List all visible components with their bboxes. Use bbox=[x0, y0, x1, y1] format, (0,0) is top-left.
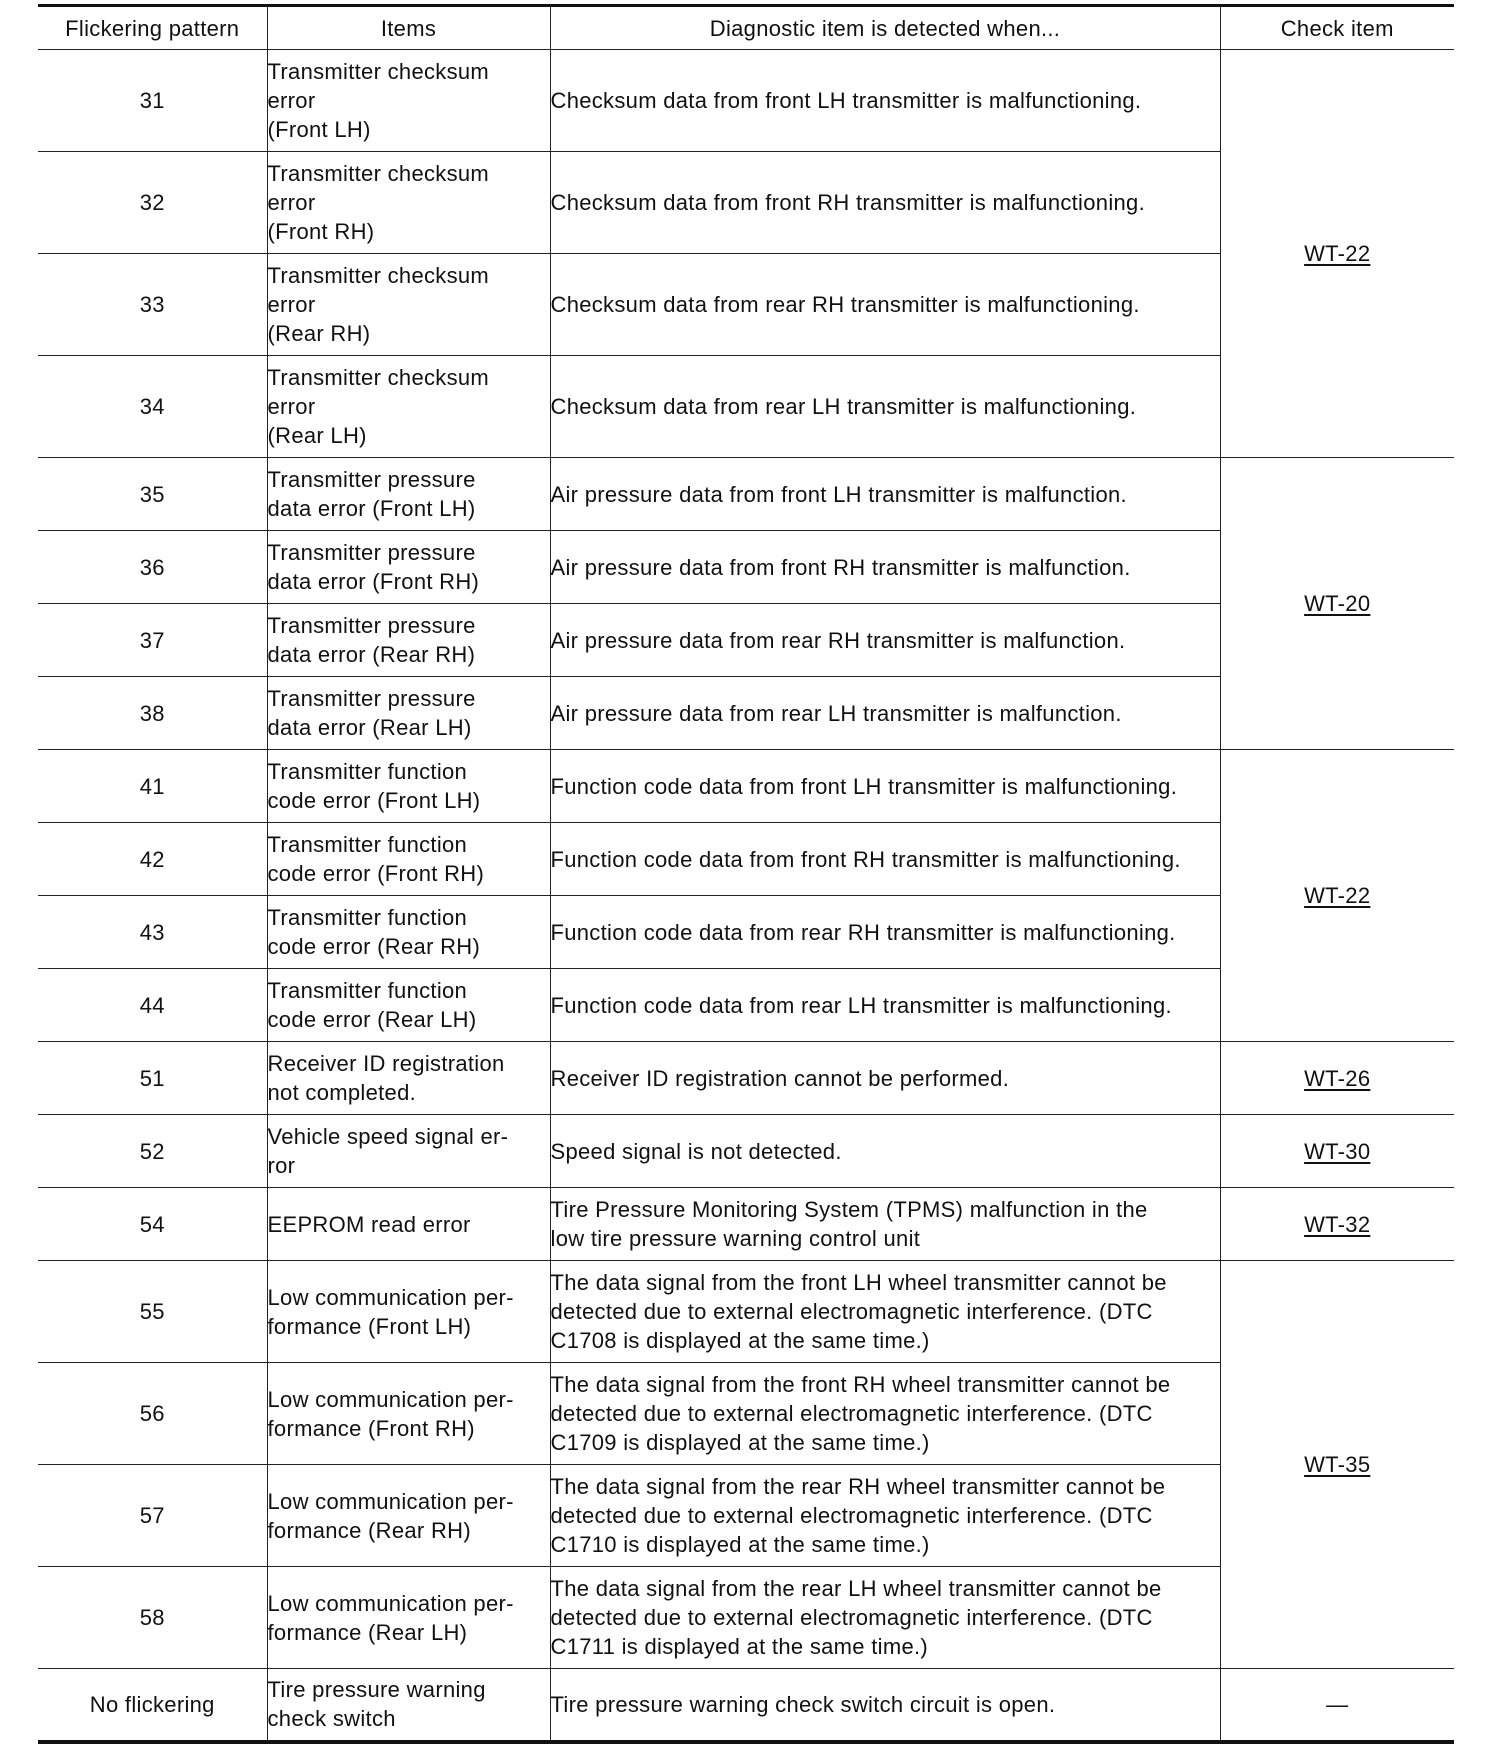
condition-cell: The data signal from the rear RH wheel transmitter cannot be detected due to external electromagnetic interference. (DTC C1710 is displayed at the same time.) bbox=[550, 1465, 1220, 1567]
flickering-pattern-cell: 54 bbox=[38, 1188, 267, 1261]
condition-cell: The data signal from the front RH wheel transmitter cannot be detected due to external electromagnetic interference. (DTC C1709 is displayed at the same time.) bbox=[550, 1363, 1220, 1465]
condition-cell: Function code data from rear LH transmitter is malfunctioning. bbox=[550, 969, 1220, 1042]
header-detection-condition: Diagnostic item is detected when... bbox=[550, 6, 1220, 50]
flickering-pattern-cell: 37 bbox=[38, 604, 267, 677]
condition-cell: Function code data from front LH transmitter is malfunctioning. bbox=[550, 750, 1220, 823]
item-cell: Transmitter pressure data error (Front RH) bbox=[267, 531, 550, 604]
item-cell: Transmitter function code error (Rear RH) bbox=[267, 896, 550, 969]
flickering-pattern-cell: 35 bbox=[38, 458, 267, 531]
table-row bbox=[38, 1261, 1454, 1363]
flickering-pattern-cell: 56 bbox=[38, 1363, 267, 1465]
check-item-link[interactable]: WT-22 bbox=[1304, 883, 1371, 908]
item-cell: Transmitter checksum error (Rear RH) bbox=[267, 254, 550, 356]
check-item-cell bbox=[1220, 458, 1454, 750]
flickering-pattern-cell: 58 bbox=[38, 1567, 267, 1669]
diagnostic-document bbox=[38, 4, 1454, 1744]
item-cell: Low communication per- formance (Front RH) bbox=[267, 1363, 550, 1465]
check-item-cell bbox=[1220, 1042, 1454, 1115]
item-cell: Transmitter checksum error (Front LH) bbox=[267, 50, 550, 152]
flickering-pattern-cell: 42 bbox=[38, 823, 267, 896]
item-cell: Vehicle speed signal er- ror bbox=[267, 1115, 550, 1188]
flickering-pattern-cell: 41 bbox=[38, 750, 267, 823]
table-row bbox=[38, 1188, 1454, 1261]
flickering-pattern-cell: 38 bbox=[38, 677, 267, 750]
check-item-link[interactable]: WT-26 bbox=[1304, 1065, 1371, 1091]
check-item-cell bbox=[1220, 50, 1454, 458]
flickering-pattern-cell: 52 bbox=[38, 1115, 267, 1188]
check-item-cell bbox=[1220, 1115, 1454, 1188]
table-row bbox=[38, 50, 1454, 152]
item-cell: Transmitter pressure data error (Rear RH) bbox=[267, 604, 550, 677]
flickering-pattern-cell: 51 bbox=[38, 1042, 267, 1115]
flickering-pattern-cell: 44 bbox=[38, 969, 267, 1042]
header-items: Items bbox=[267, 6, 550, 50]
item-cell: Receiver ID registration not completed. bbox=[267, 1042, 550, 1115]
item-cell: Low communication per- formance (Rear RH) bbox=[267, 1465, 550, 1567]
flickering-pattern-cell: 36 bbox=[38, 531, 267, 604]
item-cell: Transmitter pressure data error (Front LH) bbox=[267, 458, 550, 531]
condition-cell: Air pressure data from front RH transmitter is malfunction. bbox=[550, 531, 1220, 604]
flickering-pattern-cell: 31 bbox=[38, 50, 267, 152]
item-cell: Low communication per- formance (Front LH) bbox=[267, 1261, 550, 1363]
flickering-pattern-cell: 43 bbox=[38, 896, 267, 969]
condition-cell: Tire Pressure Monitoring System (TPMS) malfunction in the low tire pressure warning control unit bbox=[550, 1188, 1220, 1261]
item-cell: Tire pressure warning check switch bbox=[267, 1669, 550, 1742]
condition-cell: Receiver ID registration cannot be performed. bbox=[550, 1042, 1220, 1115]
table-header-row bbox=[38, 6, 1454, 50]
table-row bbox=[38, 750, 1454, 823]
item-cell: Transmitter function code error (Rear LH) bbox=[267, 969, 550, 1042]
check-item-link[interactable]: WT-22 bbox=[1304, 241, 1371, 266]
condition-cell: Function code data from rear RH transmitter is malfunctioning. bbox=[550, 896, 1220, 969]
condition-cell: Air pressure data from rear LH transmitter is malfunction. bbox=[550, 677, 1220, 750]
condition-cell: The data signal from the front LH wheel transmitter cannot be detected due to external electromagnetic interference. (DTC C1708 is displayed at the same time.) bbox=[550, 1261, 1220, 1363]
check-item-cell bbox=[1220, 1261, 1454, 1669]
item-cell: Transmitter checksum error (Front RH) bbox=[267, 152, 550, 254]
flickering-pattern-cell: 32 bbox=[38, 152, 267, 254]
table-row bbox=[38, 1115, 1454, 1188]
condition-cell: Air pressure data from front LH transmitter is malfunction. bbox=[550, 458, 1220, 531]
header-check-item: Check item bbox=[1220, 6, 1454, 50]
check-item-cell bbox=[1220, 1188, 1454, 1261]
check-item-cell bbox=[1220, 750, 1454, 1042]
table-row bbox=[38, 458, 1454, 531]
flickering-pattern-cell: No flickering bbox=[38, 1669, 267, 1742]
table-row bbox=[38, 1669, 1454, 1742]
item-cell: Transmitter function code error (Front LH) bbox=[267, 750, 550, 823]
item-cell: Transmitter checksum error (Rear LH) bbox=[267, 356, 550, 458]
flickering-pattern-cell: 55 bbox=[38, 1261, 267, 1363]
condition-cell: Function code data from front RH transmitter is malfunctioning. bbox=[550, 823, 1220, 896]
diagnostic-table bbox=[38, 4, 1454, 1744]
flickering-pattern-cell: 34 bbox=[38, 356, 267, 458]
condition-cell: Speed signal is not detected. bbox=[550, 1115, 1220, 1188]
flickering-pattern-cell: 33 bbox=[38, 254, 267, 356]
condition-cell: Checksum data from rear RH transmitter is malfunctioning. bbox=[550, 254, 1220, 356]
condition-cell: Checksum data from front RH transmitter is malfunctioning. bbox=[550, 152, 1220, 254]
check-item-link[interactable]: WT-32 bbox=[1304, 1211, 1371, 1237]
condition-cell: The data signal from the rear LH wheel transmitter cannot be detected due to external electromagnetic interference. (DTC C1711 is displayed at the same time.) bbox=[550, 1567, 1220, 1669]
flickering-pattern-cell: 57 bbox=[38, 1465, 267, 1567]
item-cell: Transmitter function code error (Front RH) bbox=[267, 823, 550, 896]
condition-cell: Checksum data from rear LH transmitter is malfunctioning. bbox=[550, 356, 1220, 458]
condition-cell: Air pressure data from rear RH transmitter is malfunction. bbox=[550, 604, 1220, 677]
header-flickering-pattern: Flickering pattern bbox=[38, 6, 267, 50]
check-item-link[interactable]: WT-30 bbox=[1304, 1138, 1371, 1164]
check-item-link[interactable]: WT-35 bbox=[1304, 1452, 1371, 1477]
item-cell: EEPROM read error bbox=[267, 1188, 550, 1261]
check-item-link[interactable]: WT-20 bbox=[1304, 591, 1371, 616]
check-item-cell: — bbox=[1220, 1669, 1454, 1742]
condition-cell: Checksum data from front LH transmitter is malfunctioning. bbox=[550, 50, 1220, 152]
condition-cell: Tire pressure warning check switch circuit is open. bbox=[550, 1669, 1220, 1742]
table-row bbox=[38, 1042, 1454, 1115]
item-cell: Transmitter pressure data error (Rear LH) bbox=[267, 677, 550, 750]
item-cell: Low communication per- formance (Rear LH) bbox=[267, 1567, 550, 1669]
